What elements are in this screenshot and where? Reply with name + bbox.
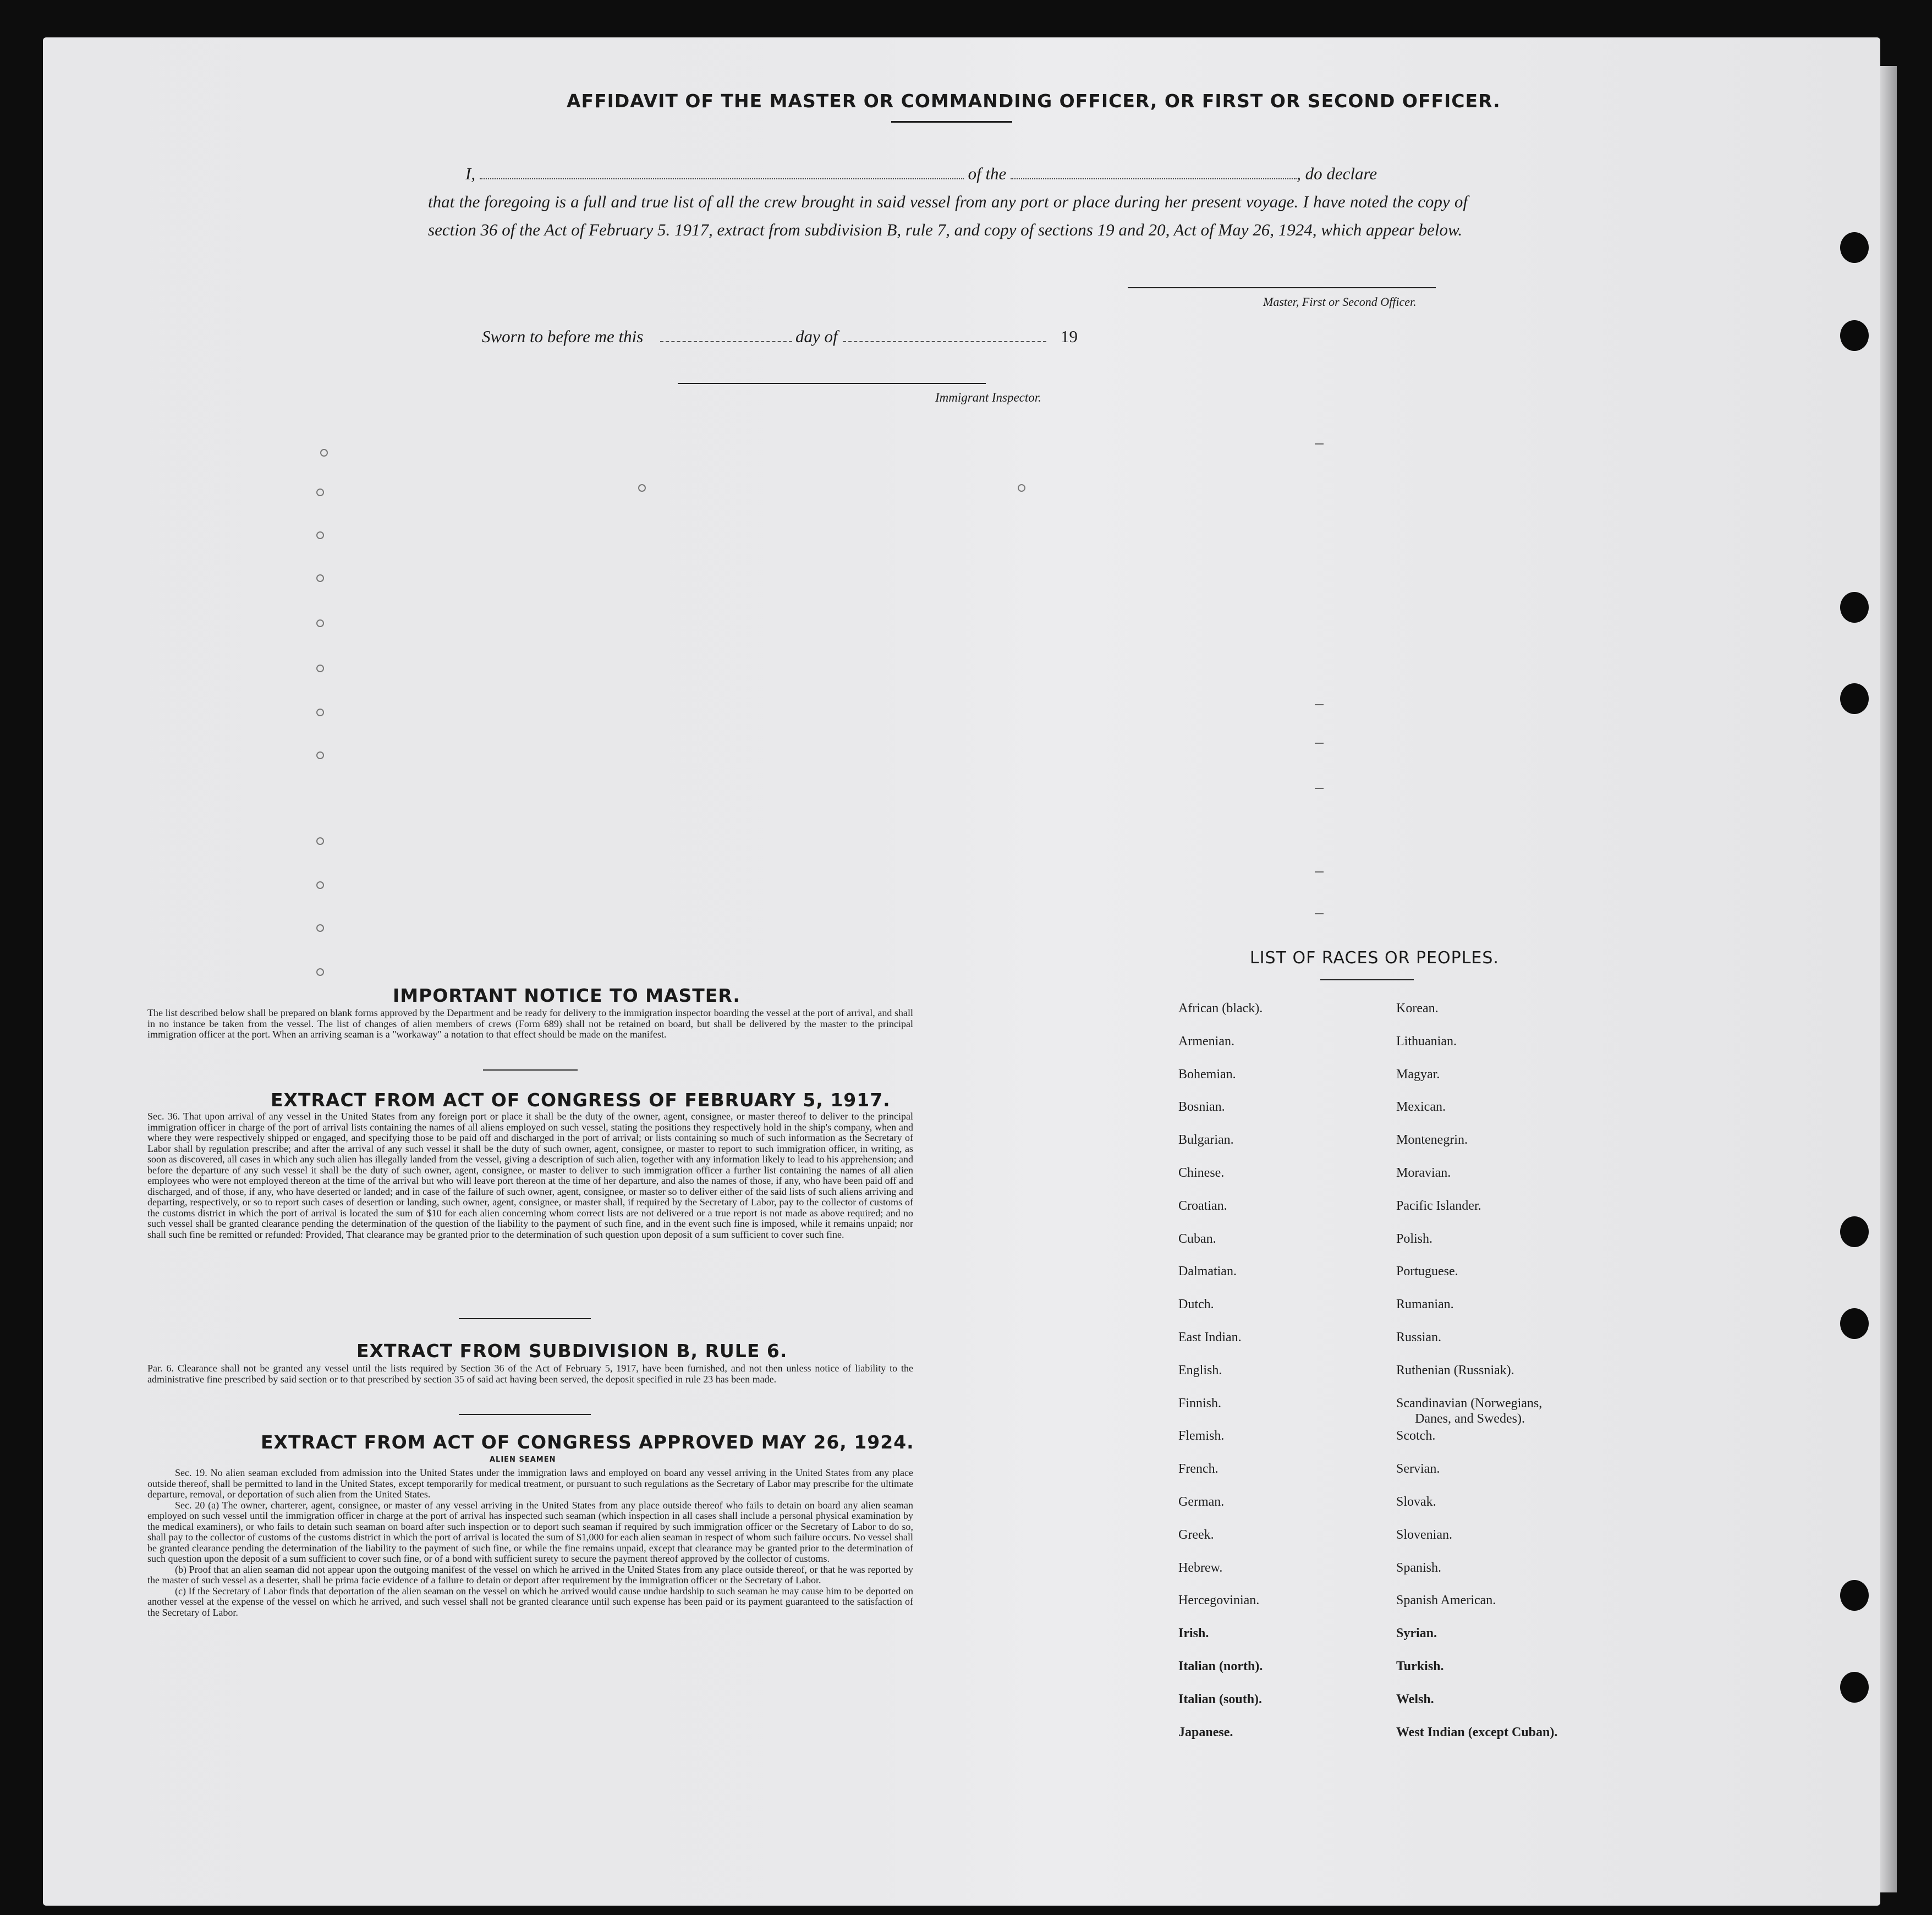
section-divider — [459, 1414, 591, 1415]
races-title-underline — [1320, 979, 1414, 980]
race-right-item: Welsh. — [1396, 1692, 1434, 1707]
alien-seamen-subtitle: ALIEN SEAMEN — [490, 1456, 556, 1464]
race-left-item: Bulgarian. — [1178, 1133, 1234, 1147]
bleed-mark — [638, 484, 646, 492]
extract-1917-title: EXTRACT FROM ACT OF CONGRESS OF FEBRUARY 5, 1917. — [271, 1089, 891, 1111]
race-left-item: Finnish. — [1178, 1396, 1222, 1411]
bleed-mark — [1315, 871, 1324, 873]
bleed-mark — [316, 751, 324, 759]
race-right-item: Slovak. — [1396, 1495, 1436, 1509]
race-left-item: Italian (north). — [1178, 1659, 1263, 1673]
sec-20b-paragraph: (b) Proof that an alien seaman did not appear upon the outgoing manifest of the vessel on which he arrived in the United States from any place outside thereof, or that he was reported by the master of such vessel as a deserter, shall be prima facie evidence of a failure to detain or deport after requirement by the immigration officer or the Secretary of Labor. — [147, 1563, 913, 1585]
race-left-item: Flemish. — [1178, 1429, 1225, 1443]
notice-title: IMPORTANT NOTICE TO MASTER. — [393, 985, 740, 1006]
section-divider — [483, 1069, 578, 1071]
bleed-mark — [1018, 484, 1025, 492]
races-title: LIST OF RACES OR PEOPLES. — [1250, 948, 1499, 968]
punch-hole — [1840, 232, 1869, 263]
bleed-mark — [316, 709, 324, 716]
race-left-item: Dutch. — [1178, 1297, 1214, 1312]
bleed-mark — [316, 489, 324, 496]
race-right-item: Magyar. — [1396, 1067, 1440, 1082]
section-divider — [459, 1318, 591, 1319]
bleed-mark — [1315, 788, 1324, 789]
race-right-item: Mexican. — [1396, 1100, 1446, 1114]
race-right-item: Pacific Islander. — [1396, 1199, 1481, 1213]
bleed-mark — [316, 837, 324, 845]
race-left-item: Dalmatian. — [1178, 1264, 1237, 1279]
bleed-mark — [1315, 913, 1324, 914]
punch-hole — [1840, 1672, 1869, 1703]
race-left-item: African (black). — [1178, 1001, 1263, 1016]
race-right-item: Servian. — [1396, 1462, 1440, 1476]
sec-20a-paragraph: Sec. 20 (a) The owner, charterer, agent, consignee, or master of any vessel arriving in the United States from any place outside thereof who fails to detain on board any alien seaman employed on such vessel until the immigration officer in charge at the port of arrival has inspected such seaman (which inspection in all cases shall include a personal physical examination by the medical examiners), or who fails to detain such seaman on board after such inspection or to deport such seaman if required by such immigration officer or the Secretary of Labor to do so, shall pay to the collector of customs of the customs district in which the port of arrival is located the sum of $1,000 for each alien seaman in respect of whom such failure occurs. No vessel shall be granted clearance pending the determination of the liability to the payment of such fine, or while the fine remains unpaid, except that clearance may be granted prior to the determination of such question upon the deposit of a sum sufficient to cover such fine, or of a bond with sufficient surety to secure the payment thereof approved by the collector of customs. — [147, 1499, 913, 1564]
race-left-item: Cuban. — [1178, 1232, 1216, 1246]
race-right-item: Spanish. — [1396, 1561, 1442, 1575]
race-right-item: Moravian. — [1396, 1166, 1451, 1180]
race-left-item: Bosnian. — [1178, 1100, 1225, 1114]
sworn-prefix: Sworn to before me this — [482, 327, 644, 346]
bleed-mark — [316, 924, 324, 932]
race-right-item: Lithuanian. — [1396, 1034, 1457, 1049]
race-right-item: Portuguese. — [1396, 1264, 1458, 1279]
race-left-item: Croatian. — [1178, 1199, 1227, 1213]
race-left-item: Greek. — [1178, 1528, 1214, 1542]
sec-20c-paragraph: (c) If the Secretary of Labor finds that deportation of the alien seaman on the vessel on which he arrived would cause undue hardship to such seaman he may cause him to be deported on another vessel at the expense of the vessel on which he arrived, and such vessel shall not be granted clearance until such expense has been paid or its payment guaranteed to the satisfaction of the Secretary of Labor. — [147, 1585, 913, 1618]
race-right-item: Scandinavian (Norwegians, — [1396, 1396, 1543, 1411]
punch-hole — [1840, 1308, 1869, 1339]
affidavit-title: AFFIDAVIT OF THE MASTER OR COMMANDING OFFICER, OR FIRST OR SECOND OFFICER. — [567, 90, 1501, 112]
race-right-item: Ruthenian (Russniak). — [1396, 1363, 1514, 1378]
race-left-item: German. — [1178, 1495, 1225, 1509]
subdivision-b-body: Par. 6. Clearance shall not be granted any vessel until the lists required by Section 36 of the Act of February 5, 1917, have been furnished, and not then unless notice of liability to the administrative fine prescribed by said section or to that prescribed by section 35 of said act having been served, the deposit specified in rule 23 has been made. — [147, 1363, 913, 1385]
name-blank — [480, 162, 964, 179]
punch-hole — [1840, 1580, 1869, 1611]
extract-1924-body — [147, 1468, 913, 1618]
race-left-item: Hebrew. — [1178, 1561, 1223, 1575]
punch-hole — [1840, 320, 1869, 351]
affidavit-declare: , do declare — [1297, 164, 1377, 183]
page-edge — [1880, 66, 1897, 1892]
extract-1917-body: Sec. 36. That upon arrival of any vessel in the United States from any foreign port or place it shall be the duty of the owner, agent, consignee, or master thereof to deliver to the principal immigration officer in charge of the port of arrival lists containing the names of all aliens employed on such vessel, stating the positions they respectively hold in the ship's company, when and where they were respectively shipped or engaged, and specifying those to be paid off and discharged in the port of arrival; or lists containing so much of such information as the Secretary of Labor shall by regulation prescribe; and after the arrival of any such vessel it shall be the duty of such owner, agent, consignee, or master to report to such immigration officer, in writing, as soon as discovered, all cases in which any such alien has illegally landed from the vessel, giving a description of such alien, together with any information likely to lead to his apprehension; and before the departure of any such vessel it shall be the duty of such owner, agent, consignee, or master to deliver to such immigration officer a further list containing the names of all alien employees who were not employed thereon at the time of the arrival but who will leave port thereon at the time of her departure, and also the names of those, if any, who have been paid off and discharged, and of those, if any, who have deserted or landed; and in case of the failure of such owner, agent, consignee, or master so to deliver either of the said lists of such aliens arriving and departing, respectively, or so to report such cases of desertion or landing, such owner, agent, consignee, or master shall, if required by the Secretary of Labor, pay to the collector of customs of the customs district in which the port of arrival is located the sum of $10 for each alien concerning whom correct lists are not delivered or a true report is not made as above required; and no such vessel shall be granted clearance pending the determination of the question of the liability to the payment of such fine, and in the event such fine is imposed, while it remains unpaid; nor shall such fine be remitted or refunded: Provided, That clearance may be granted prior to the determination of such question upon deposit of a sum sufficient to cover such fine. — [147, 1111, 913, 1240]
inspector-label: Immigrant Inspector. — [935, 391, 1041, 404]
sec-19-paragraph: Sec. 19. No alien seaman excluded from admission into the United States under the immigration laws and employed on board any vessel arriving in the United States from any place outside thereof, shall be permitted to land in the United States, except temporarily for medical treatment, or pursuant to such regulations as the Secretary of Labor may prescribe for the ultimate departure, removal, or deportation of such alien from the United States. — [147, 1467, 913, 1500]
signature-line — [1128, 287, 1436, 288]
race-left-item: Bohemian. — [1178, 1067, 1236, 1082]
race-left-item: Armenian. — [1178, 1034, 1234, 1049]
race-left-item: East Indian. — [1178, 1330, 1242, 1345]
race-left-item: Japanese. — [1178, 1725, 1233, 1740]
race-right-item: West Indian (except Cuban). — [1396, 1725, 1558, 1740]
signer-label: Master, First or Second Officer. — [1263, 295, 1417, 309]
race-right-item: Spanish American. — [1396, 1593, 1496, 1607]
punch-hole — [1840, 592, 1869, 623]
affidavit-statement — [428, 160, 1468, 244]
extract-1924-title: EXTRACT FROM ACT OF CONGRESS APPROVED MAY 26, 1924. — [261, 1431, 914, 1453]
race-right-item: Rumanian. — [1396, 1297, 1454, 1312]
race-right-item: Russian. — [1396, 1330, 1442, 1345]
bleed-mark — [316, 881, 324, 889]
race-scandinavian-continued: Danes, and Swedes). — [1415, 1412, 1525, 1426]
sworn-day-blank — [660, 341, 792, 342]
race-left-item: Chinese. — [1178, 1166, 1225, 1180]
bleed-mark — [1315, 704, 1324, 705]
bleed-mark — [316, 574, 324, 582]
race-right-item: Turkish. — [1396, 1659, 1444, 1673]
race-right-item: Slovenian. — [1396, 1528, 1452, 1542]
affidavit-i: I, — [465, 164, 476, 183]
race-left-item: Hercegovinian. — [1178, 1593, 1260, 1607]
race-right-item: Korean. — [1396, 1001, 1439, 1016]
title-underline — [891, 121, 1012, 123]
affidavit-of-the: of the — [968, 164, 1007, 183]
vessel-blank — [1011, 162, 1297, 179]
bleed-mark — [316, 968, 324, 976]
race-right-item: Polish. — [1396, 1232, 1433, 1246]
bleed-mark — [320, 449, 328, 457]
bleed-mark — [1315, 443, 1324, 445]
bleed-mark — [316, 619, 324, 627]
race-right-item: Syrian. — [1396, 1626, 1437, 1640]
race-left-item: French. — [1178, 1462, 1219, 1476]
race-right-item: Scotch. — [1396, 1429, 1436, 1443]
race-left-item: Irish. — [1178, 1626, 1209, 1640]
race-left-item: English. — [1178, 1363, 1222, 1378]
affidavit-body-text: that the foregoing is a full and true list of all the crew brought in said vessel from any port or place during her present voyage. I have noted the copy of section 36 of the Act of February 5. 1917, extract from subdivision B, rule 7, and copy of sections 19 and 20, Act of May 26, 1924, which appear below. — [428, 192, 1468, 239]
bleed-mark — [1315, 743, 1324, 744]
sworn-year: 19 — [1061, 327, 1078, 346]
punch-hole — [1840, 1216, 1869, 1247]
subdivision-b-title: EXTRACT FROM SUBDIVISION B, RULE 6. — [356, 1340, 788, 1362]
inspector-signature-line — [678, 383, 986, 384]
race-left-item: Italian (south). — [1178, 1692, 1263, 1707]
sworn-month-blank — [843, 341, 1046, 342]
notice-body: The list described below shall be prepared on blank forms approved by the Department and be ready for delivery to the immigration inspector boarding the vessel at the port of arrival, and shall in no instance be taken from the vessel. The list of changes of alien members of crews (Form 689) shall not be retained on board, but shall be delivered by the master to the principal immigration officer at the port. When an arriving seaman is a "workaway" a notation to that effect should be made on the manifest. — [147, 1007, 913, 1040]
sworn-day-of: day of — [795, 327, 838, 346]
bleed-mark — [316, 531, 324, 539]
bleed-mark — [316, 665, 324, 672]
race-right-item: Montenegrin. — [1396, 1133, 1468, 1147]
punch-hole — [1840, 683, 1869, 714]
